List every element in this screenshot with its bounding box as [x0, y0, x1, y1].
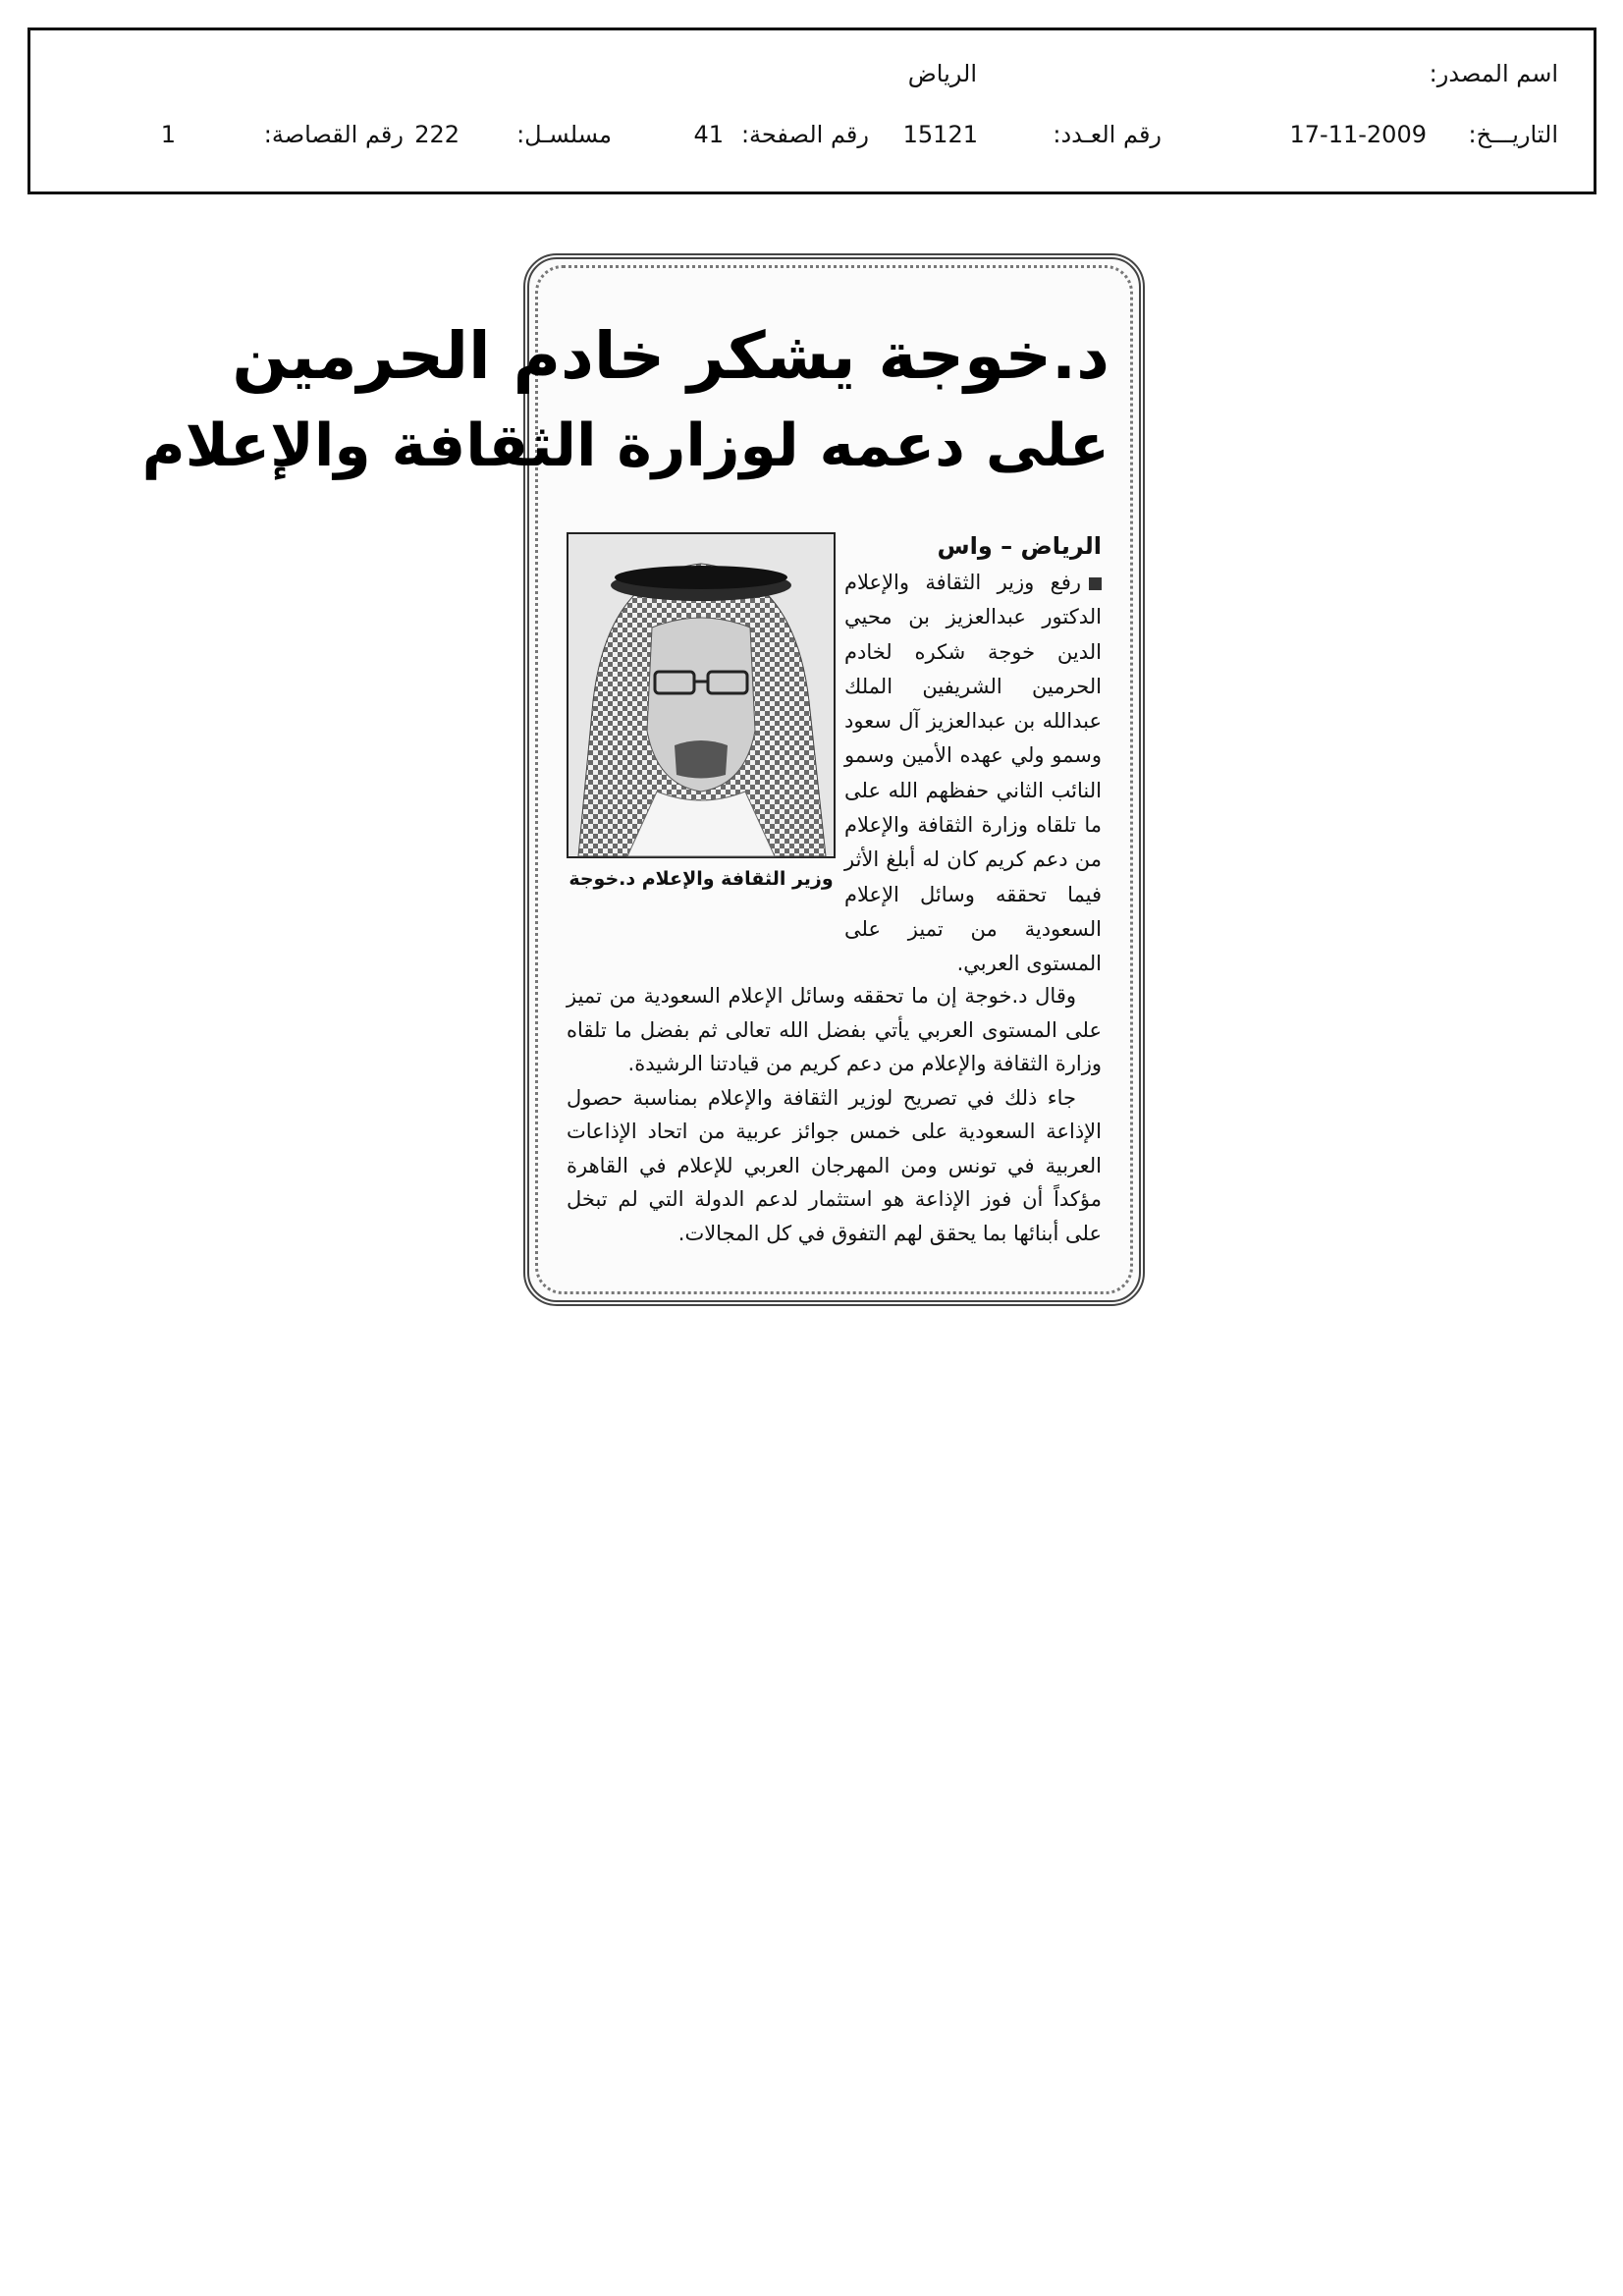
serial-label: مسلسـل:: [516, 121, 612, 148]
dateline: الرياض – واس: [937, 532, 1102, 560]
paragraph-2: وقال د.خوجة إن ما تحققه وسائل الإعلام السعودية من تميز على المستوى العربي يأتي بفضل الله تعالى ثم بفضل ما تلقاه وزارة الثقافة والإعلام من دعم كريم من قيادتنا الرشيدة.: [567, 984, 1102, 1075]
page-label: رقم الصفحة:: [740, 121, 869, 148]
date-label: التاريـــخ:: [1468, 121, 1558, 148]
date-value: 17-11-2009: [1289, 121, 1427, 148]
article-body: [567, 979, 1102, 1250]
headline-line-1: د.خوجة يشكر خادم الحرمين: [232, 318, 1109, 394]
source-value: الرياض: [907, 60, 977, 87]
headline-line-2: على دعمه لوزارة الثقافة والإعلام: [141, 411, 1109, 480]
clip-number-label: رقم القصاصة:: [263, 121, 404, 148]
clipping-header: [27, 27, 1596, 194]
serial-value: 222: [414, 121, 460, 148]
newspaper-clipping: [141, 253, 1145, 1306]
clip-number-value: 1: [160, 121, 176, 148]
paragraph-3: جاء ذلك في تصريح لوزير الثقافة والإعلام بمناسبة حصول الإذاعة السعودية على خمس جوائز عربية من اتحاد الإذاعات العربية في تونس ومن المهرجان العربي للإعلام في القاهرة مؤكداً أن فوز الإذاعة هو استثمار لدعم الدولة التي لم تبخل على أبنائها بما يحقق لهم التفوق في كل المجالات.: [567, 1085, 1102, 1245]
minister-photo: [567, 532, 836, 858]
square-bullet-icon: [1089, 577, 1102, 590]
photo-block: [567, 532, 836, 890]
issue-label: رقم العـدد:: [1053, 121, 1162, 148]
source-label: اسم المصدر:: [1429, 60, 1558, 87]
issue-value: 15121: [902, 121, 978, 148]
lead-paragraph: [844, 566, 1102, 982]
lead-paragraph-text: رفع وزير الثقافة والإعلام الدكتور عبدالعزيز بن محيي الدين خوجة شكره لخادم الحرمين الشريفين الملك عبدالله بن عبدالعزيز آل سعود وسمو ولي عهده الأمين وسمو النائب الثاني حفظهم الله على ما تلقاه وزارة الثقافة والإعلام من دعم كريم كان له أبلغ الأثر فيما تحققه وسائل الإعلام السعودية من تميز على المستوى العربي.: [844, 571, 1102, 976]
page-value: 41: [693, 121, 724, 148]
photo-caption: وزير الثقافة والإعلام د.خوجة: [568, 868, 834, 890]
